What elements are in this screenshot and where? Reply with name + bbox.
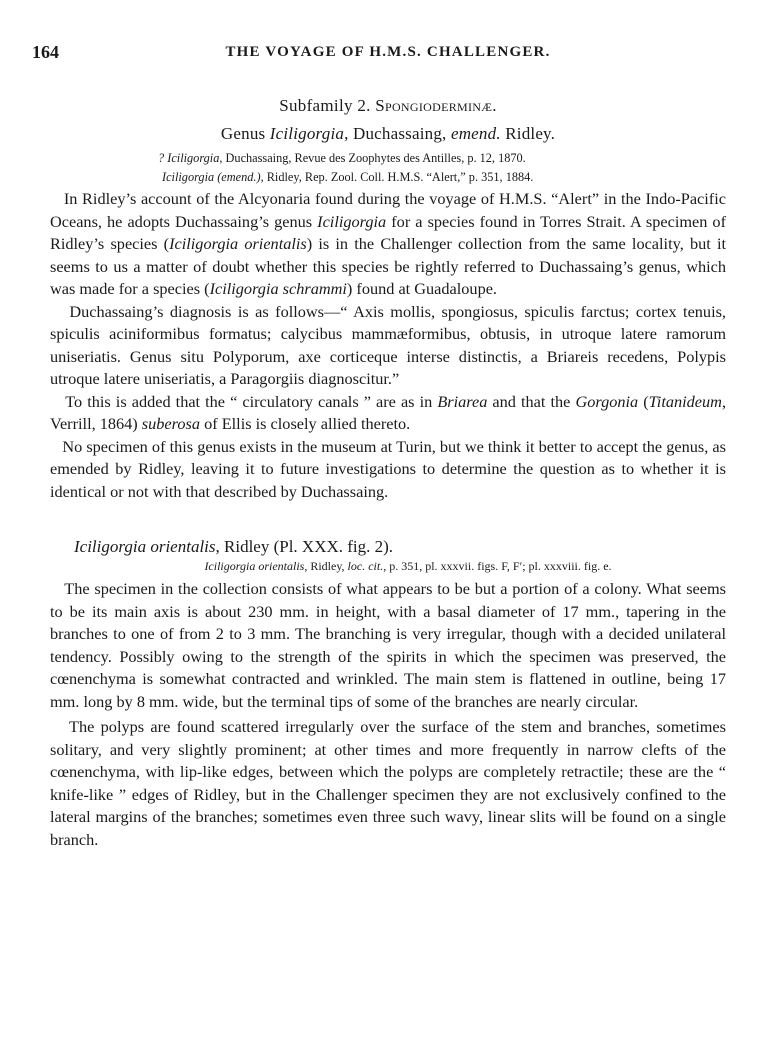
genus-middle: , Duchassaing,: [344, 124, 451, 143]
text-run: To this is added that the “ circulatory canals ” are as in: [65, 391, 438, 411]
text-run: Duchassaing’s diagnosis is as follows—“ Axis mollis, spongiosus, spiculis farctus; cortex tenuis, spiculis aciniformibus formatus; calycibus mammæformibus, obtusis, in utroque latere ramorum uniseriatis. Genus situ Polyporum, axe corticeque interse distinctis, a Briareis recedens, Polypis utroque latere uniseriatis, a Paragorgiis diagnoscitur.”: [50, 301, 727, 388]
paragraph-turin: [50, 436, 726, 504]
text-run: ) found at Guadaloupe.: [346, 279, 498, 298]
species-name: Iciligorgia orientalis: [74, 537, 216, 556]
genus-author: Ridley.: [500, 124, 556, 143]
subfamily-name: Spongioderminæ.: [375, 96, 497, 115]
species-authority: , Ridley (Pl. XXX. fig. 2).: [215, 537, 394, 556]
synonymy-reference: , Ridley, Rep. Zool. Coll. H.M.S. “Alert,” p. 351, 1884.: [260, 170, 534, 184]
italic-taxon: Iciligorgia orientalis: [204, 559, 305, 573]
italic-taxon: Iciligorgia schrammi: [209, 279, 347, 298]
genus-emend: emend.: [450, 124, 501, 143]
species-synonymy: [50, 559, 726, 574]
paragraph-ridley-account: [50, 188, 726, 301]
text-run: (: [638, 391, 649, 411]
text-run: , p. 351, pl. xxxvii. figs. F, F′; pl. xxxviii. fig. e.: [383, 559, 612, 573]
synonymy-line: [50, 149, 726, 168]
text-run: ) is in the Challenger collection from the same locality, but it seems to us a matter of doubt whether this species be rightly referred to Duchassaing’s genus, which was made for a species (: [50, 234, 726, 298]
synonymy-mark: ?: [158, 151, 168, 165]
synonymy-name: Iciligorgia (emend.): [162, 170, 261, 184]
text-run: The specimen in the collection consists of what appears to be but a portion of a colony. What seems to be its main axis is about 230 mm. in height, with a basal diameter of 17 mm., tapering in the branches to one of from 2 to 3 mm. The branching is very irregular, though with a decided unilateral tendency. Possibly owing to the strength of the spirits in which the specimen was preserved, the cœnenchyma is somewhat contracted and wrinkled. The main stem is flattened in outline, being 17 mm. long by 8 mm. wide, but the terminal tips of some of the branches are nearly circular.: [50, 579, 727, 711]
paragraph-specimen: [50, 578, 726, 713]
text-run: for a species found in Torres Strait. A specimen of Ridley’s species (: [50, 211, 726, 253]
synonymy-reference: , Duchassaing, Revue des Zoophytes des Antilles, p. 12, 1870.: [219, 151, 526, 165]
paragraph-polyps: [50, 716, 726, 851]
text-run: and that the: [487, 391, 576, 411]
text-run: , Ridley,: [304, 559, 348, 573]
italic-taxon: Titanideum: [648, 391, 722, 411]
genus-heading: [50, 124, 726, 144]
genus-prefix: Genus: [220, 124, 270, 143]
species-heading: [74, 537, 726, 557]
text-run: In Ridley’s account of the Alcyonaria found during the voyage of H.M.S. “Alert” in the Indo-Pacific Oceans, he adopts Duchassaing’s genus: [50, 189, 726, 231]
synonymy-line: [50, 168, 726, 187]
section-gap: [50, 503, 726, 529]
paragraph-added: [50, 391, 726, 436]
page-number: 164: [32, 42, 59, 62]
text-run: of Ellis is closely allied thereto.: [200, 414, 411, 433]
italic-text: loc. cit.: [347, 559, 384, 573]
subfamily-prefix: Subfamily 2.: [279, 96, 376, 115]
page-body: [50, 96, 726, 851]
text-run: The polyps are found scattered irregularly over the surface of the stem and branches, sometimes solitary, and very slightly prominent; at other times and more frequently in narrow clefts of the cœnenchyma, with lip-like edges, between which the polyps are completely retractile; these are the “ knife-like ” edges of Ridley, but in the Challenger specimen they are not exclusively confined to the lateral margins of the branches; sometimes even three such wavy, linear slits will be found on a single branch.: [50, 717, 726, 849]
subfamily-heading: [50, 96, 726, 116]
paragraph-diagnosis: [50, 301, 726, 391]
italic-taxon: Briarea: [437, 391, 488, 411]
italic-taxon: Iciligorgia: [317, 211, 387, 231]
genus-name: Iciligorgia: [269, 124, 345, 143]
text-run: , Verrill, 1864): [50, 391, 727, 433]
page-header: [32, 42, 744, 66]
italic-taxon: Iciligorgia orientalis: [169, 234, 307, 253]
italic-taxon: Gorgonia: [575, 391, 639, 411]
synonymy-name: Iciligorgia: [167, 151, 220, 165]
text-run: No specimen of this genus exists in the museum at Turin, but we think it better to accept the genus, as emended by Ridley, leaving it to future investigations to determine the question as to whether it is identical or not with that described by Duchassaing.: [50, 436, 726, 501]
running-title: THE VOYAGE OF H.M.S. CHALLENGER.: [225, 44, 551, 60]
italic-taxon: suberosa: [141, 414, 200, 433]
